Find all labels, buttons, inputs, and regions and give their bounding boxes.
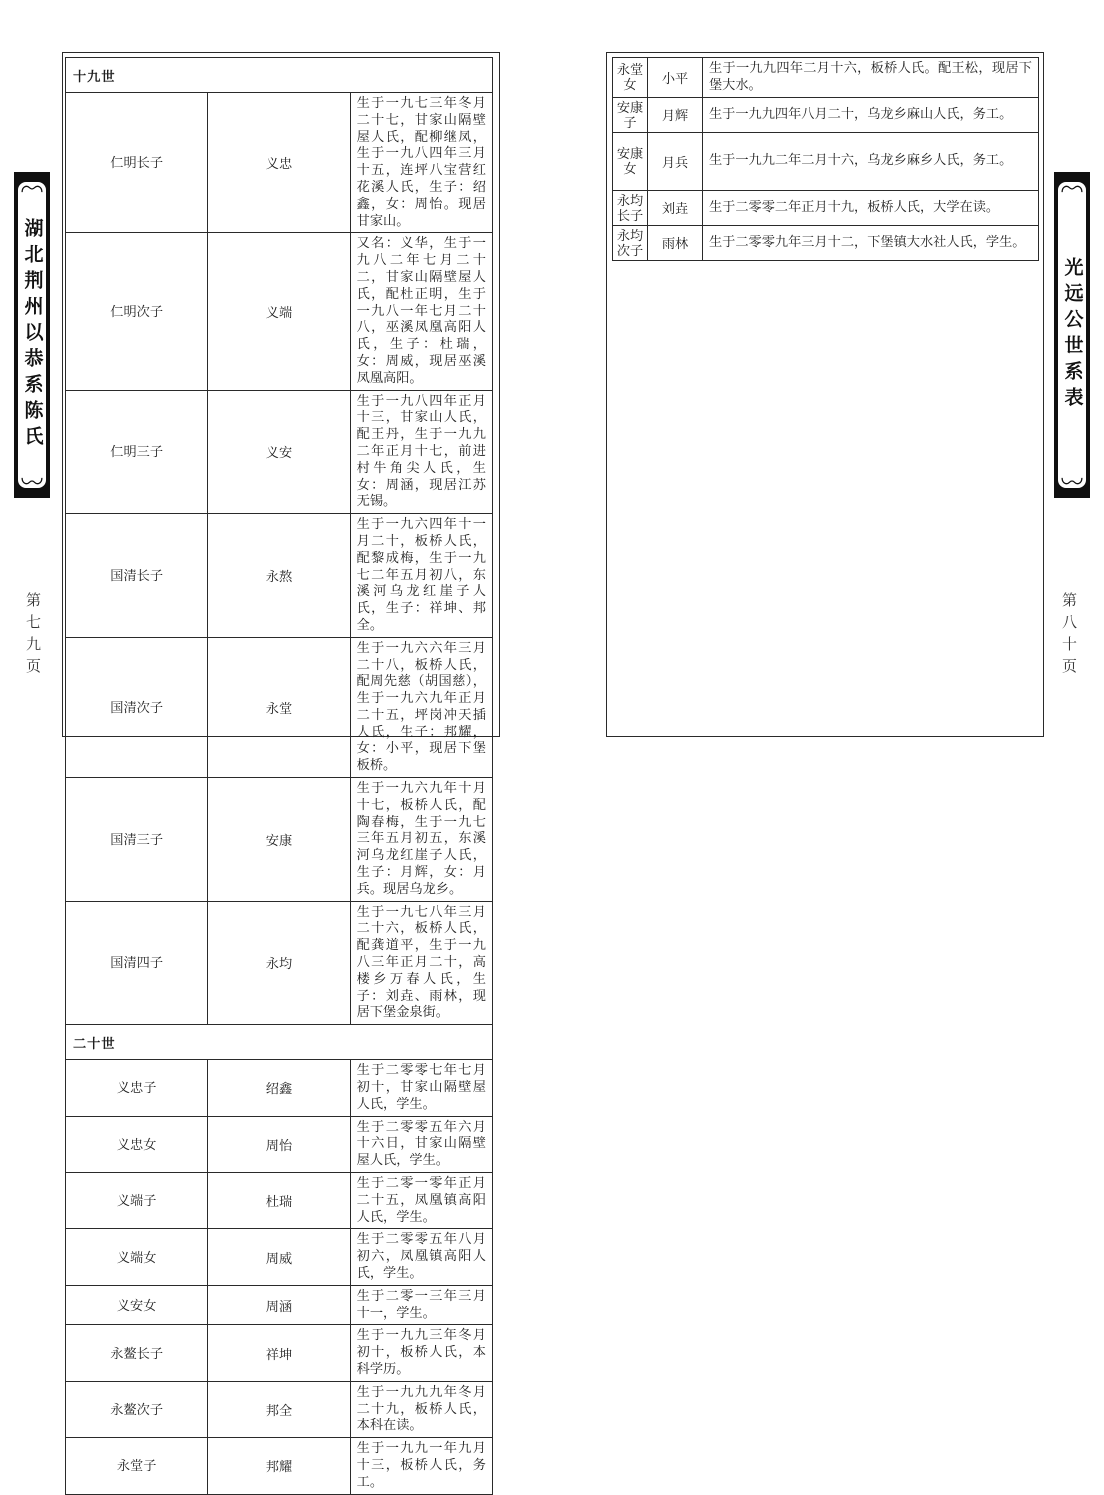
scroll-ornament-icon: [1061, 184, 1083, 193]
relation-cell: 永均长子: [613, 190, 648, 225]
person-name-cell: 杜瑞: [208, 1173, 350, 1229]
family-entry-row: [66, 901, 493, 1025]
right-banner-frame: [1057, 181, 1087, 489]
biography-cell: 生于一九九四年八月二十，乌龙乡麻山人氏，务工。: [703, 97, 1039, 132]
family-entry-row: [66, 637, 493, 777]
person-name-cell: 义忠: [208, 93, 350, 233]
family-entry-row: [613, 97, 1039, 132]
family-entry-row: [66, 1229, 493, 1285]
relation-cell: 国清长子: [66, 514, 208, 638]
section-title-vertical: 光远公世系表: [1061, 257, 1083, 413]
biography-cell: 生于一九六四年十一月二十，板桥人氏，配黎成梅，生于一九七二年五月初八，东溪河乌龙红崖子人氏，生子：祥坤、邦全。: [350, 514, 492, 638]
genealogy-table-right: [612, 57, 1039, 261]
biography-cell: 生于二零零五年八月初六，凤凰镇高阳人氏，学生。: [350, 1229, 492, 1285]
biography-cell: 生于一九九四年二月十六，板桥人氏。配王松，现居下堡大水。: [703, 58, 1039, 98]
book-title-vertical: 湖北荆州以恭系陈氏: [21, 218, 43, 452]
person-name-cell: 义安: [208, 390, 350, 514]
person-name-cell: 邦耀: [208, 1438, 350, 1494]
family-entry-row: [66, 1438, 493, 1494]
genealogy-table-right-body: [613, 58, 1039, 261]
relation-cell: 义端子: [66, 1173, 208, 1229]
person-name-cell: 邦全: [208, 1381, 350, 1437]
relation-cell: 永均次子: [613, 225, 648, 260]
biography-cell: 生于一九六九年十月十七，板桥人氏，配陶春梅，生于一九七三年五月初五，东溪河乌龙红崖子人氏，生子：月辉，女：月兵。现居乌龙乡。: [350, 778, 492, 902]
family-entry-row: [66, 1285, 493, 1325]
person-name-cell: 绍鑫: [208, 1060, 350, 1116]
biography-cell: 生于二零零七年七月初十，甘家山隔壁屋人氏，学生。: [350, 1060, 492, 1116]
generation-title: 十九世: [66, 58, 493, 93]
person-name-cell: 周怡: [208, 1116, 350, 1172]
family-entry-row: [613, 132, 1039, 190]
relation-cell: 义安女: [66, 1285, 208, 1325]
family-entry-row: [66, 1116, 493, 1172]
family-entry-row: [66, 778, 493, 902]
family-entry-row: [613, 190, 1039, 225]
relation-cell: 永堂女: [613, 58, 648, 98]
left-page: [62, 52, 500, 1489]
family-entry-row: [66, 1325, 493, 1381]
page-number-left: 第七九页: [24, 592, 40, 680]
biography-cell: 生于一九九二年二月十六，乌龙乡麻乡人氏，务工。: [703, 132, 1039, 190]
left-banner: [14, 172, 50, 498]
family-entry-row: [613, 58, 1039, 98]
family-entry-row: [66, 233, 493, 390]
genealogy-table-left-body: [66, 58, 493, 1495]
person-name-cell: 刘垚: [648, 190, 703, 225]
biography-cell: 生于一九六六年三月二十八，板桥人氏，配周先慈（胡国慈），生于一九六九年正月二十五，坪岗冲天插人氏，生子：邦耀，女：小平，现居下堡板桥。: [350, 637, 492, 777]
person-name-cell: 月辉: [648, 97, 703, 132]
relation-cell: 义忠女: [66, 1116, 208, 1172]
person-name-cell: 永均: [208, 901, 350, 1025]
generation-header-row: [66, 58, 493, 93]
genealogy-table-left: [65, 57, 493, 1495]
relation-cell: 义端女: [66, 1229, 208, 1285]
scroll-ornament-icon: [21, 184, 43, 193]
relation-cell: 永鳌长子: [66, 1325, 208, 1381]
family-entry-row: [66, 1381, 493, 1437]
family-entry-row: [66, 93, 493, 233]
biography-cell: 生于二零一三年三月十一，学生。: [350, 1285, 492, 1325]
relation-cell: 安康女: [613, 132, 648, 190]
person-name-cell: 祥坤: [208, 1325, 350, 1381]
relation-cell: 仁明次子: [66, 233, 208, 390]
person-name-cell: 义端: [208, 233, 350, 390]
right-banner: [1054, 172, 1090, 498]
biography-cell: 生于一九九九年冬月二十九，板桥人氏，本科在读。: [350, 1381, 492, 1437]
person-name-cell: 安康: [208, 778, 350, 902]
person-name-cell: 小平: [648, 58, 703, 98]
relation-cell: 仁明长子: [66, 93, 208, 233]
relation-cell: 国清三子: [66, 778, 208, 902]
family-entry-row: [66, 1060, 493, 1116]
biography-cell: 生于一九七三年冬月二十七，甘家山隔壁屋人氏，配柳继凤，生于一九八四年三月十五，连坪八宝营红花溪人氏，生子：绍鑫，女：周怡。现居甘家山。: [350, 93, 492, 233]
family-entry-row: [66, 390, 493, 514]
biography-cell: 生于一九九三年冬月初十，板桥人氏，本科学历。: [350, 1325, 492, 1381]
relation-cell: 永鳌次子: [66, 1381, 208, 1437]
scroll-ornament-icon: [21, 477, 43, 486]
person-name-cell: 永堂: [208, 637, 350, 777]
page-number-right: 第八十页: [1060, 592, 1076, 680]
generation-title: 二十世: [66, 1025, 493, 1060]
generation-header-row: [66, 1025, 493, 1060]
person-name-cell: 永熬: [208, 514, 350, 638]
biography-cell: 生于一九七八年三月二十六，板桥人氏，配龚道平，生于一九八三年正月二十，高楼乡万春人氏，生子：刘垚、雨林，现居下堡金泉街。: [350, 901, 492, 1025]
person-name-cell: 周涵: [208, 1285, 350, 1325]
biography-cell: 生于一九八四年正月十三，甘家山人氏，配王丹，生于一九九二年正月十七，前进村牛角尖人氏，生女：周涵，现居江苏无锡。: [350, 390, 492, 514]
family-entry-row: [66, 1173, 493, 1229]
person-name-cell: 周威: [208, 1229, 350, 1285]
relation-cell: 义忠子: [66, 1060, 208, 1116]
scroll-ornament-icon: [1061, 477, 1083, 486]
relation-cell: 国清次子: [66, 637, 208, 777]
biography-cell: 生于一九九一年九月十三，板桥人氏，务工。: [350, 1438, 492, 1494]
relation-cell: 安康子: [613, 97, 648, 132]
relation-cell: 国清四子: [66, 901, 208, 1025]
relation-cell: 仁明三子: [66, 390, 208, 514]
person-name-cell: 月兵: [648, 132, 703, 190]
person-name-cell: 雨林: [648, 225, 703, 260]
relation-cell: 永堂子: [66, 1438, 208, 1494]
left-banner-frame: [17, 181, 47, 489]
family-entry-row: [613, 225, 1039, 260]
family-entry-row: [66, 514, 493, 638]
biography-cell: 生于二零零二年正月十九，板桥人氏，大学在读。: [703, 190, 1039, 225]
right-page: [606, 52, 1044, 737]
biography-cell: 又名：义华，生于一九八二年七月二十二，甘家山隔壁屋人氏，配杜正明，生于一九八一年七月二十八，巫溪凤凰高阳人氏，生子：杜瑞，女：周威，现居巫溪凤凰高阳。: [350, 233, 492, 390]
biography-cell: 生于二零零九年三月十二，下堡镇大水社人氏，学生。: [703, 225, 1039, 260]
biography-cell: 生于二零一零年正月二十五，凤凰镇高阳人氏，学生。: [350, 1173, 492, 1229]
biography-cell: 生于二零零五年六月十六日，甘家山隔壁屋人氏，学生。: [350, 1116, 492, 1172]
